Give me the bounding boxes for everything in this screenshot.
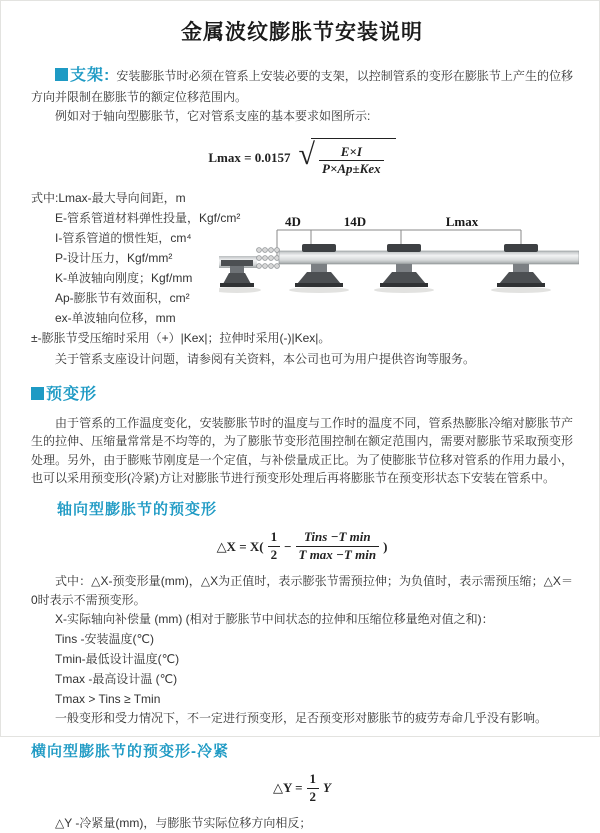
lateral-formula	[31, 771, 573, 806]
minus-sign: −	[284, 538, 292, 554]
lmax-fraction-denominator: P×Ap±Kex	[322, 161, 381, 177]
radicand	[311, 138, 396, 179]
axial-shizhong-paragraph: 式中：△X-预变形量(mm)，△X为正值时，表示膨张节需预拉伸；为负值时，表示需预压缩；△X＝0时表示不需预变形。	[31, 574, 573, 607]
lmax-fraction	[319, 144, 384, 179]
half-denominator: 2	[270, 547, 278, 563]
axial-formula-close: )	[383, 538, 388, 554]
support-about-line: 关于管系支座设计问题，请参阅有关资料，本公司也可为用户提供咨询等服务。	[55, 352, 476, 367]
half-fraction	[268, 529, 281, 564]
tmin-definition-line: Tmin-最低设计温度(℃)	[55, 652, 180, 667]
definitions-and-diagram	[31, 188, 573, 348]
predeform-heading-label: 预变形	[46, 385, 98, 403]
definition-line: Ap-膨胀节有效面积，cm²	[55, 291, 190, 306]
lateral-half-fraction	[307, 771, 320, 806]
tmax-definition-line: Tmax -最高设计温 (℃)	[55, 672, 178, 687]
definition-line: I-管系管道的惯性矩，cm⁴	[55, 231, 192, 246]
lateral-half-denominator: 2	[309, 789, 317, 805]
half-numerator: 1	[268, 529, 281, 547]
lateral-subsection-heading: 横向型膨胀节的预变形-冷紧	[31, 742, 229, 760]
definition-line: E-管系管道材料弹性投量，Kgf/cm²	[55, 211, 241, 226]
definition-line: P-设计压力，Kgf/mm²	[55, 251, 173, 266]
bellows-coils	[257, 248, 280, 269]
dim-label-14d: 14D	[343, 214, 367, 230]
dim-label-4d: 4D	[285, 214, 301, 230]
lateral-formula-variable: Y	[323, 780, 331, 796]
page-title: 金属波纹膨胀节安装说明	[181, 21, 423, 44]
predeform-section-heading	[31, 383, 573, 408]
lmax-formula	[31, 138, 573, 179]
main-pipe	[279, 251, 579, 264]
predeform-paragraph: 由于管系的工作温度变化，安装膨胀节时的温度与工作时的温度不同，管系热膨胀冷缩对膨胀节产生的拉伸、压缩量常常是不均等的，为了膨胀节变形范围控制在额定范围内，需要对膨胀节采取预变形处理。另外，由于膨账节刚度是一个定值，与补偿量成正比。为了使膨胀节位移对管系的作用力最小，也可以采用预变形(冷紧)方让对膨胀节进行预变形处理后再将膨胀节在预变形状态下安装在管系中。	[31, 415, 573, 486]
section-square-icon	[31, 387, 44, 400]
definition-line: 式中:Lmax-最大导向间距，m	[31, 191, 186, 206]
support-example-line: 例如对于轴向型膨胀节，它对管系支座的基本要求如图所示:	[55, 108, 371, 123]
definition-line: ±-膨胀节受压缩时采用（+）|Kex|；拉伸时采用(-)|Kex|。	[31, 331, 331, 346]
temperature-numerator: Tins −T min	[296, 529, 380, 547]
definition-line: K-单波轴向刚度；Kgf/mm	[55, 271, 193, 286]
lateral-formula-lead: △Y =	[272, 780, 303, 796]
axial-formula	[31, 529, 573, 564]
support-intro-text: 安装膨胀节时必须在管系上安装必要的支架，以控制管系的变形在膨胀节上产生的位移方向并限制在膨胀节的额定位移范围内。	[31, 68, 573, 105]
tins-definition-line: Tins -安装温度(℃)	[55, 632, 155, 647]
temperature-fraction	[296, 529, 380, 564]
page-container	[1, 1, 599, 833]
axial-note-paragraph: 一般变形和受力情况下，不一定进行预变形，足否预变形对膨胀节的疲劳寿命几乎没有影响。	[55, 711, 548, 726]
dim-label-lmax: Lmax	[445, 214, 479, 230]
lateral-half-numerator: 1	[307, 771, 320, 789]
temperature-denominator: T max −T min	[298, 547, 377, 563]
radical-sign: √	[298, 137, 316, 171]
x-definition-line: X-实际轴向补偿量 (mm) (相对于膨胀节中间状态的拉伸和压缩位移量绝对值之和)：	[55, 612, 494, 627]
lmax-fraction-numerator: E×I	[319, 144, 384, 162]
definition-line: ex-单波轴向位移，mm	[55, 311, 176, 326]
temperature-inequality-line: Tmax > Tins ≥ Tmin	[55, 692, 161, 707]
lateral-note-paragraph: △Y -冷紧量(mm)，与膨胀节实际位移方向相反；	[55, 815, 312, 830]
support-intro-paragraph	[31, 64, 573, 107]
axial-subsection-heading: 轴向型膨胀节的预变形	[57, 501, 218, 519]
lmax-formula-lhs: Lmax = 0.0157	[208, 149, 291, 165]
section-square-icon	[55, 68, 68, 81]
axial-formula-lead: △X = X(	[216, 538, 264, 554]
sqrt-radical	[299, 138, 396, 179]
support-section-heading: 支架:	[70, 66, 111, 84]
pipe-support-diagram	[219, 214, 579, 316]
